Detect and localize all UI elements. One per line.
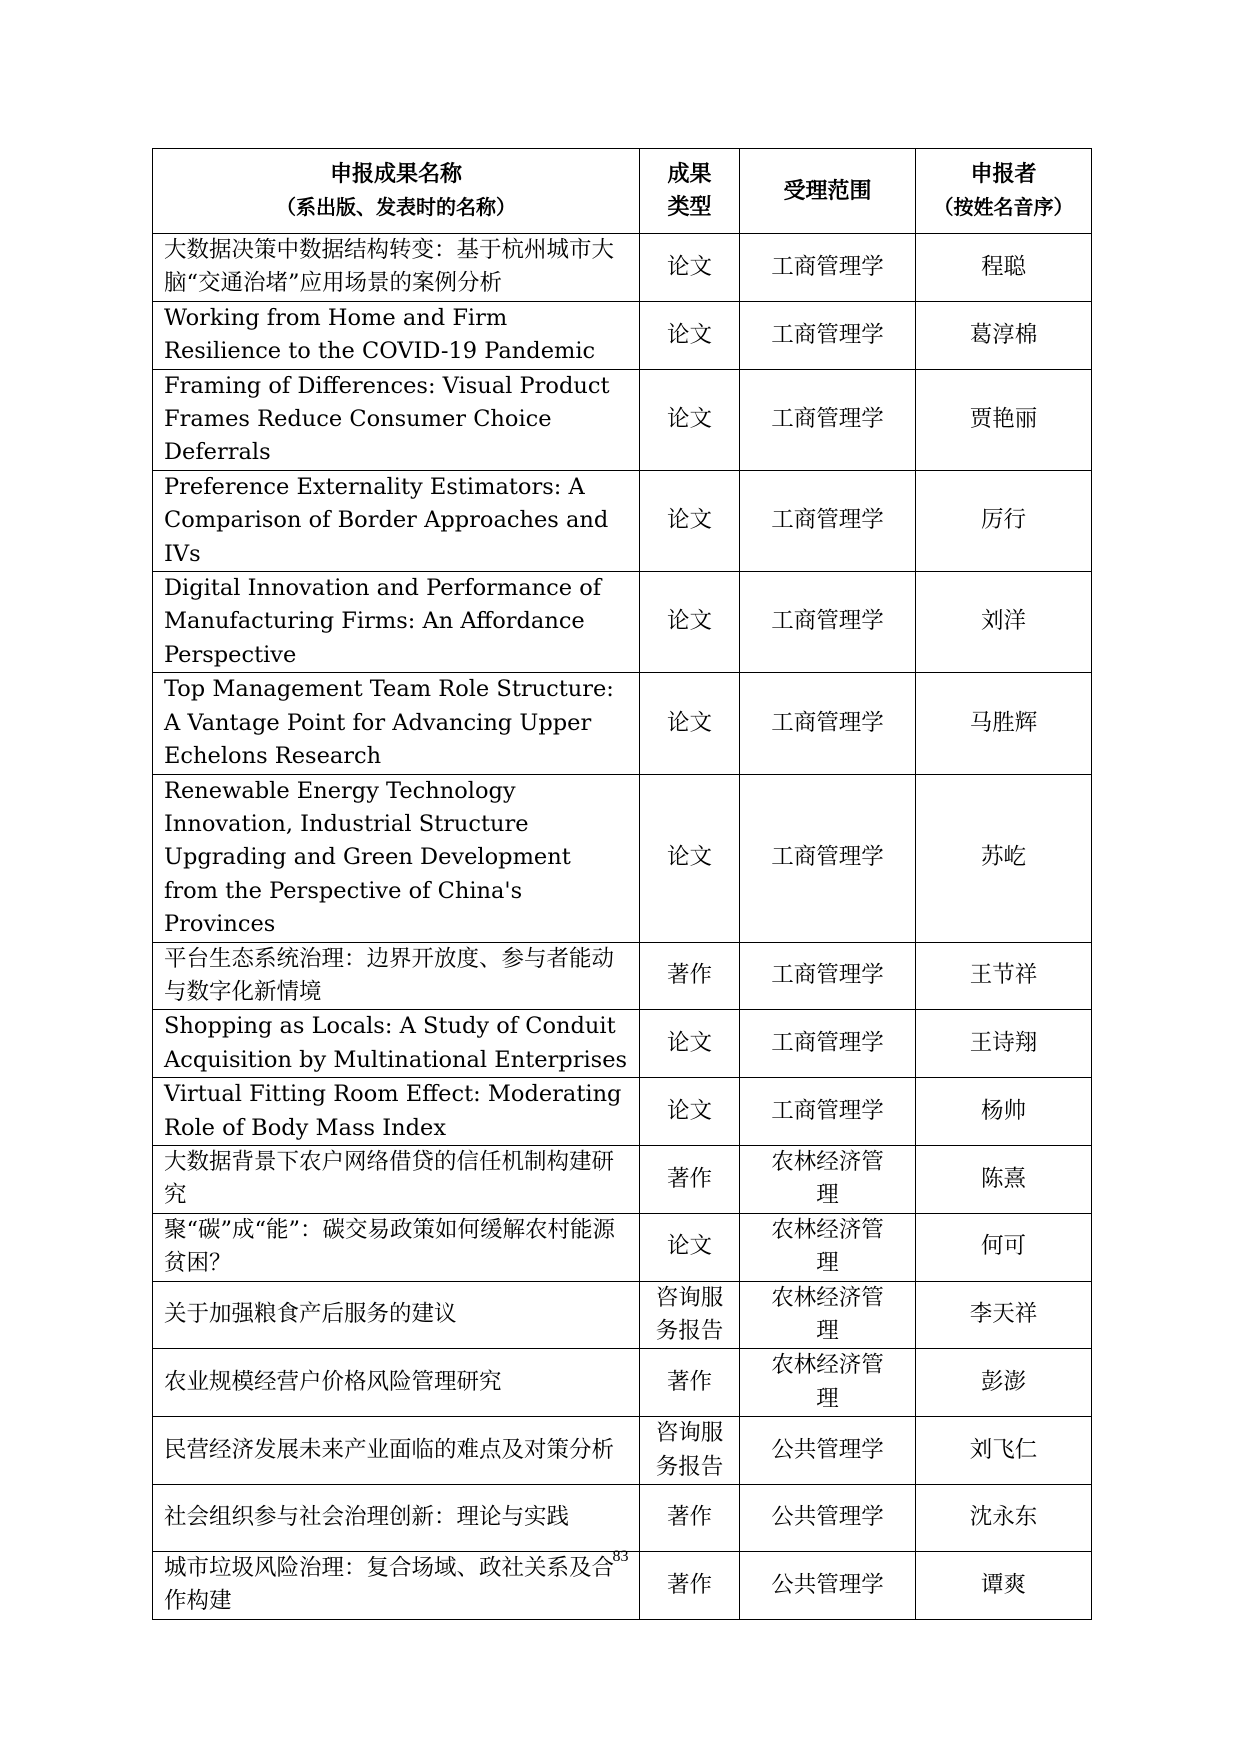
header-scope-label: 受理范围 — [783, 177, 872, 204]
scope-cell: 工商管理学 — [740, 774, 916, 942]
achievement-type-cell: 论文 — [640, 369, 740, 470]
author-cell: 葛淳棉 — [916, 301, 1092, 369]
achievement-title-cell: Top Management Team Role Structure: A Vantage Point for Advancing Upper Echelons Research — [153, 673, 640, 774]
achievement-title-cell: Framing of Differences: Visual Product Frames Reduce Consumer Choice Deferrals — [153, 369, 640, 470]
achievement-title-cell: Renewable Energy Technology Innovation, Industrial Structure Upgrading and Green Development from the Perspective of China's Provinces — [153, 774, 640, 942]
author-cell: 杨帅 — [916, 1078, 1092, 1146]
achievement-type-cell: 论文 — [640, 774, 740, 942]
author-cell: 彭澎 — [916, 1349, 1092, 1417]
page-number: 83 — [612, 1548, 629, 1565]
table-row — [153, 1213, 1092, 1281]
table-row — [153, 774, 1092, 942]
scope-cell: 工商管理学 — [740, 369, 916, 470]
header-author-main: 申报者 — [970, 161, 1037, 187]
scope-cell: 公共管理学 — [740, 1485, 916, 1552]
achievement-type-cell: 著作 — [640, 1485, 740, 1552]
table-row — [153, 673, 1092, 774]
achievement-type-cell: 论文 — [640, 234, 740, 302]
scope-cell: 农林经济管理 — [740, 1213, 916, 1281]
achievement-title-cell: 平台生态系统治理：边界开放度、参与者能动与数字化新情境 — [153, 942, 640, 1010]
achievement-type-cell: 论文 — [640, 1010, 740, 1078]
scope-cell: 工商管理学 — [740, 1078, 916, 1146]
scope-cell: 农林经济管理 — [740, 1349, 916, 1417]
achievement-type-cell: 著作 — [640, 1552, 740, 1620]
scope-cell: 工商管理学 — [740, 301, 916, 369]
scope-cell: 农林经济管理 — [740, 1145, 916, 1213]
table-row — [153, 1281, 1092, 1349]
achievement-type-cell: 著作 — [640, 1349, 740, 1417]
scope-cell: 工商管理学 — [740, 942, 916, 1010]
achievement-title-cell: Shopping as Locals: A Study of Conduit Acquisition by Multinational Enterprises — [153, 1010, 640, 1078]
achievement-type-cell: 著作 — [640, 1145, 740, 1213]
header-title-main: 申报成果名称 — [329, 161, 462, 187]
achievement-title-cell: 城市垃圾风险治理：复合场域、政社关系及合作构建 — [153, 1552, 640, 1620]
achievement-type-cell: 论文 — [640, 301, 740, 369]
author-cell: 谭爽 — [916, 1552, 1092, 1620]
achievement-title-cell: Preference Externality Estimators: A Comparison of Border Approaches and IVs — [153, 470, 640, 571]
author-cell: 何可 — [916, 1213, 1092, 1281]
author-cell: 王诗翔 — [916, 1010, 1092, 1078]
achievement-type-cell: 论文 — [640, 572, 740, 673]
table-row — [153, 1485, 1092, 1552]
author-cell: 王节祥 — [916, 942, 1092, 1010]
scope-cell: 工商管理学 — [740, 234, 916, 302]
achievement-title-cell: 大数据背景下农户网络借贷的信任机制构建研究 — [153, 1145, 640, 1213]
author-cell: 程聪 — [916, 234, 1092, 302]
author-cell: 贾艳丽 — [916, 369, 1092, 470]
scope-cell: 农林经济管理 — [740, 1281, 916, 1349]
scope-cell: 公共管理学 — [740, 1552, 916, 1620]
achievement-type-cell: 论文 — [640, 470, 740, 571]
achievement-title-cell: 社会组织参与社会治理创新：理论与实践 — [153, 1485, 640, 1552]
table-row — [153, 1078, 1092, 1146]
header-title-sub: （系出版、发表时的名称） — [276, 195, 516, 219]
achievement-title-cell: 农业规模经营户价格风险管理研究 — [153, 1349, 640, 1417]
header-type — [640, 149, 740, 234]
author-cell: 马胜辉 — [916, 673, 1092, 774]
achievements-table — [152, 148, 1092, 1620]
achievement-title-cell: 关于加强粮食产后服务的建议 — [153, 1281, 640, 1349]
author-cell: 厉行 — [916, 470, 1092, 571]
table-row — [153, 1010, 1092, 1078]
scope-cell: 公共管理学 — [740, 1417, 916, 1485]
header-author — [916, 149, 1092, 234]
table-row — [153, 1145, 1092, 1213]
author-cell: 刘洋 — [916, 572, 1092, 673]
achievement-title-cell: 大数据决策中数据结构转变：基于杭州城市大脑“交通治堵”应用场景的案例分析 — [153, 234, 640, 302]
header-scope — [740, 149, 916, 234]
table-row — [153, 1349, 1092, 1417]
table-row — [153, 301, 1092, 369]
table-row — [153, 369, 1092, 470]
header-title — [153, 149, 640, 234]
achievement-title-cell: 民营经济发展未来产业面临的难点及对策分析 — [153, 1417, 640, 1485]
header-author-sub: （按姓名音序） — [933, 195, 1074, 219]
table-row — [153, 470, 1092, 571]
table-header-row — [153, 149, 1092, 234]
achievement-title-cell: 聚“碳”成“能”：碳交易政策如何缓解农村能源贫困？ — [153, 1213, 640, 1281]
author-cell: 陈熹 — [916, 1145, 1092, 1213]
author-cell: 李天祥 — [916, 1281, 1092, 1349]
achievement-title-cell: Working from Home and Firm Resilience to the COVID-19 Pandemic — [153, 301, 640, 369]
achievement-type-cell: 论文 — [640, 1078, 740, 1146]
achievement-type-cell: 论文 — [640, 673, 740, 774]
table-row — [153, 572, 1092, 673]
achievement-type-cell: 著作 — [640, 942, 740, 1010]
author-cell: 苏屹 — [916, 774, 1092, 942]
header-type-label: 成果类型 — [667, 161, 712, 220]
achievement-type-cell: 论文 — [640, 1213, 740, 1281]
table-row — [153, 942, 1092, 1010]
achievement-type-cell: 咨询服务报告 — [640, 1281, 740, 1349]
scope-cell: 工商管理学 — [740, 673, 916, 774]
author-cell: 沈永东 — [916, 1485, 1092, 1552]
scope-cell: 工商管理学 — [740, 572, 916, 673]
achievement-type-cell: 咨询服务报告 — [640, 1417, 740, 1485]
author-cell: 刘飞仁 — [916, 1417, 1092, 1485]
table-row — [153, 1417, 1092, 1485]
scope-cell: 工商管理学 — [740, 1010, 916, 1078]
scope-cell: 工商管理学 — [740, 470, 916, 571]
achievement-title-cell: Virtual Fitting Room Effect: Moderating Role of Body Mass Index — [153, 1078, 640, 1146]
table-row — [153, 234, 1092, 302]
achievement-title-cell: Digital Innovation and Performance of Manufacturing Firms: An Affordance Perspective — [153, 572, 640, 673]
